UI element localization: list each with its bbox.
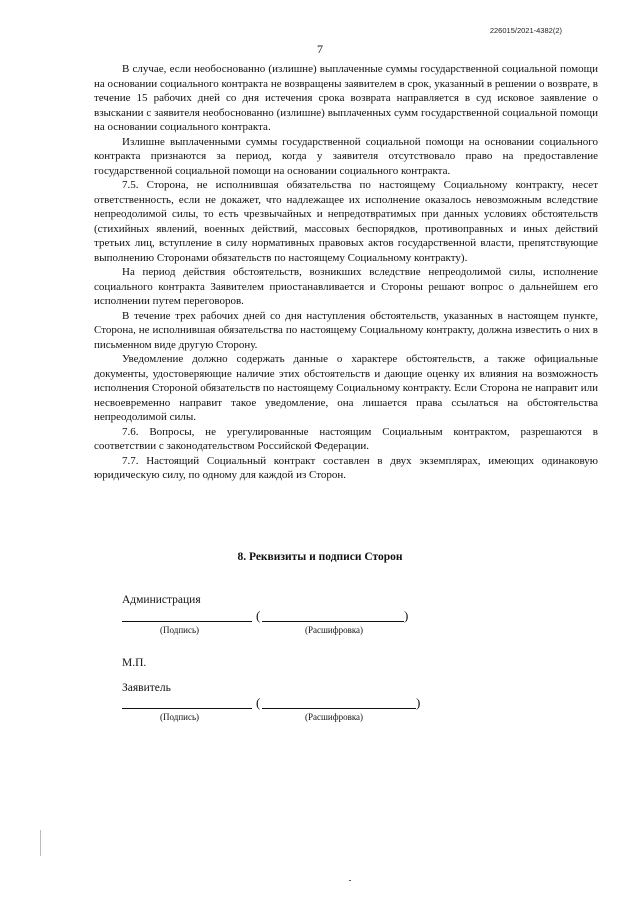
- paragraph-refund-lawsuit: В случае, если необоснованно (излишне) выплаченные суммы государственной социальной помощи на основании социального контракта не возвращены заявителем в срок, указанный в решении о возврате, в течение 15 рабочих дней со дня истечения срока возврата направляется в суд исковое заявление о взыскании с заявителя необоснованно (излишне) выплаченных сумм государственной социальной помощи на основании социального контракта.: [94, 63, 598, 133]
- paragraph-notice-deadline: В течение трех рабочих дней со дня наступления обстоятельств, указанных в настоящем пункте, Сторона, не исполнившая обязательства по настоящему Социальному контракту, должна известить о них в письменном виде другую Сторону.: [94, 309, 598, 351]
- paragraph-overpaid-definition: Излишне выплаченными суммы государственной социальной помощи на основании социального контракта признаются за период, когда у заявителя отсутствовало право на предоставление государственной социальной помощи на основании социального контракта.: [94, 135, 598, 177]
- admin-open-paren: (: [256, 608, 261, 623]
- section-title-requisites: 8. Реквизиты и подписи Сторон: [237, 551, 403, 563]
- scan-speck: [349, 880, 351, 881]
- paragraph-7-5-liability: 7.5. Сторона, не исполнившая обязательства по настоящему Социальному контракту, несет ответственность, если не докажет, что надлежащее их исполнение оказалось невозможным вследствие непреодолимой силы, то есть чрезвычайных и непредотвратимых при данных условиях обстоятельств (стихийных явлений, военных действий, массовых беспорядков, противоправных и иных действий третьих лиц, вступление в силу нормативных правовых актов государственной власти, препятствующие выполнению Сторонами обязательств по настоящему Социальному контракту).: [94, 179, 598, 264]
- document-id: 226015/2021-4382(2): [489, 26, 562, 35]
- admin-decode-caption: (Расшифровка): [305, 625, 364, 635]
- scan-edge-mark: [40, 830, 41, 856]
- paragraph-7-7-copies: 7.7. Настоящий Социальный контракт составлен в двух экземплярах, имеющих одинаковую юридическую силу, по одному для каждой из Сторон.: [94, 454, 598, 481]
- applicant-signature-line: [122, 708, 252, 709]
- page-number: 7: [317, 42, 323, 56]
- admin-sign-caption: (Подпись): [160, 625, 200, 635]
- applicant-decode-caption: (Расшифровка): [305, 712, 364, 722]
- paragraph-force-majeure-suspension: На период действия обстоятельств, возникших вследствие непреодолимой силы, исполнение социального контракта Заявителем приостанавливается и Стороны решают вопрос о дальнейшем его исполнении путем переговоров.: [94, 266, 598, 307]
- applicant-close-paren: ): [416, 695, 421, 710]
- admin-decode-line: [262, 621, 404, 622]
- admin-label: Администрация: [122, 594, 201, 606]
- applicant-sign-caption: (Подпись): [160, 712, 200, 722]
- paragraph-notice-content: Уведомление должно содержать данные о характере обстоятельств, а также официальные документы, удостоверяющие наличие этих обстоятельств и дающие оценку их влияния на возможность исполнения Стороной обязательств по настоящему Социальному контракту. Если Сторона не направит или несвоевременно направит такое уведомление, она лишается права ссылаться на обстоятельства непреодолимой силы.: [94, 353, 598, 423]
- paragraph-7-6-unregulated: 7.6. Вопросы, не урегулированные настоящим Социальным контрактом, разрешаются в соответствии с законодательством Российской Федерации.: [94, 425, 598, 452]
- applicant-open-paren: (: [256, 695, 261, 710]
- admin-signature-line: [122, 621, 252, 622]
- stamp-label: М.П.: [122, 657, 147, 669]
- document-body: [94, 62, 598, 483]
- applicant-decode-line: [262, 708, 416, 709]
- applicant-label: Заявитель: [122, 682, 171, 694]
- admin-close-paren: ): [404, 608, 409, 623]
